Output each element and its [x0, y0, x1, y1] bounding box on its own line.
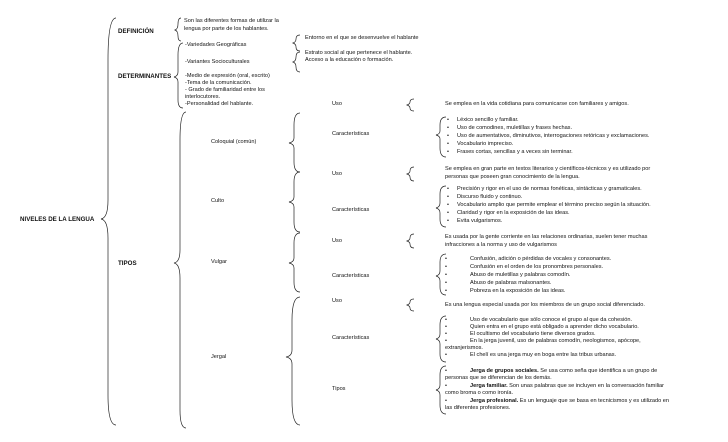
bullet: •	[445, 383, 447, 389]
culto-uso-label: Uso	[332, 171, 342, 177]
coloquial-car-3: • Uso de aumentativos, diminutivos, interrogaciones retóricas y exclamaciones.	[447, 133, 650, 139]
socio-brace	[293, 52, 300, 72]
culto-uso-2: personas que poseen gran conocimiento de la lengua.	[445, 174, 580, 180]
bullet: •	[447, 194, 449, 200]
culto-car-1: • Precisión y rigor en el uso de normas fonéticas, sintácticas y gramaticales.	[447, 186, 642, 192]
bullet: •	[445, 317, 447, 323]
bullet: •	[447, 133, 449, 139]
coloquial-car-4: • Vocabulario impreciso.	[447, 141, 514, 147]
determinantes-other-4: interlocutores.	[185, 94, 221, 100]
determinantes-socio-detail-1: Estrato social al que pertenece el hablante.	[305, 50, 413, 56]
bullet: •	[447, 125, 449, 131]
determinantes-other-3: - Grado de familiaridad entre los	[185, 87, 265, 93]
bullet: •	[445, 280, 447, 286]
coloquial-brace	[289, 113, 300, 172]
bullet: •	[447, 141, 449, 147]
vulgar-car-2: • Confusión en el orden de los pronombres personales.	[445, 264, 604, 270]
bullet: •	[445, 324, 447, 330]
culto-car-4: • Claridad y rigor en la exposición de las ideas.	[447, 210, 570, 216]
jergal-uso-label: Uso	[332, 298, 342, 304]
definicion-line-1: Son las diferentes formas de utilizar la	[184, 18, 279, 24]
uso-coloquial-brace	[407, 99, 414, 111]
bullet: •	[447, 218, 449, 224]
jergal-car-4: • En la jerga juvenil, uso de palabras comodín, neologismos, apócope,	[445, 338, 641, 344]
bullet: •	[445, 368, 447, 374]
vulgar-uso-label: Uso	[332, 238, 342, 244]
tipos-brace	[174, 112, 186, 428]
jergal-uso-text: Es una lengua especial usada por los miembros de un grupo social diferenciado.	[445, 302, 645, 308]
vulgar-uso-1: Es usada por la gente corriente en las relaciones ordinarias, suelen tener muchas	[445, 234, 648, 240]
uso-jergal-brace	[407, 299, 414, 311]
determinantes-socio: -Variantes Socioculturales	[185, 59, 250, 65]
bullet: •	[445, 338, 447, 344]
jergal-tipo-1-cont: personas que se diferencian de los demás.	[445, 375, 552, 381]
culto-brace	[289, 172, 300, 232]
bullet: •	[447, 202, 449, 208]
determinantes-geo-detail: Entorno en el que se desenvuelve el hablante	[305, 35, 419, 41]
coloquial-uso-label: Uso	[332, 101, 342, 107]
vulgar-car-5: • Pobreza en la exposición de las ideas.	[445, 288, 566, 294]
geo-brace	[293, 35, 300, 51]
definicion-brace	[175, 18, 181, 41]
jergal-car-2: • Quien entra en el grupo está obligado a aprender dicho vocabulario.	[445, 324, 639, 330]
jergal-tipo-2-cont: como broma o como ironía.	[445, 390, 514, 396]
bullet: •	[445, 331, 447, 337]
vulgar-car-1: • Confusión, adición o pérdidas de vocales y consonantes.	[445, 256, 612, 262]
coloquial-uso-text: Se emplea en la vida cotidiana para comunicarse con familiares y amigos.	[445, 101, 629, 107]
car-coloquial-brace	[436, 117, 446, 157]
root-label: NIVELES DE LA LENGUA	[20, 216, 95, 223]
jergal-name: Jergal	[211, 354, 227, 360]
determinantes-other-5: -Personalidad del hablante.	[185, 101, 254, 107]
jergal-tipo-3-cont: las diferentes profesiones.	[445, 405, 511, 411]
determinantes-other-2: -Tema de la comunicación.	[185, 80, 252, 86]
jergal-brace	[286, 297, 300, 425]
definicion-label: DEFINICIÓN	[118, 28, 154, 35]
determinantes-socio-detail-2: Acceso a la educación o formación.	[305, 57, 394, 63]
jergal-tipo-1: • Jerga de grupos sociales. Se usa como seña que identifica a un grupo de	[445, 368, 658, 374]
culto-car-5: • Evita vulgarismos.	[447, 218, 503, 224]
jergal-car-5: • El chelí es una jerga muy en boga entre las tribus urbanas.	[445, 352, 617, 358]
vulgar-brace	[289, 233, 300, 292]
coloquial-car-5: • Frases cortas, sencillas y a veces sin terminar.	[447, 149, 573, 155]
culto-car-label: Características	[332, 207, 370, 213]
determinantes-geo: -Variedades Geográficas	[185, 42, 247, 48]
coloquial-car-label: Características	[332, 131, 370, 137]
bullet: •	[445, 264, 447, 270]
determinantes-label: DETERMINANTES	[118, 73, 172, 80]
coloquial-car-2: • Uso de comodines, muletillas y frases hechas.	[447, 125, 573, 131]
bullet: •	[447, 149, 449, 155]
vulgar-name: Vulgar	[211, 259, 227, 265]
vulgar-car-label: Características	[332, 273, 370, 279]
bullet: •	[445, 352, 447, 358]
uso-vulgar-brace	[407, 234, 414, 248]
culto-uso-1: Se emplea en gran parte en textos literarios y científicos-técnicos y es utilizado por	[445, 166, 651, 172]
root-brace	[101, 18, 116, 425]
jergal-car-1: • Uso de vocabulario que sólo conoce el grupo al que da cohesión.	[445, 317, 633, 323]
vulgar-car-3: • Abuso de muletillas y palabras comodín.	[445, 272, 571, 278]
bullet: •	[445, 398, 447, 404]
vulgar-car-4: • Abuso de palabras malsonantes.	[445, 280, 552, 286]
jergal-car-label: Características	[332, 335, 370, 341]
car-culto-brace	[436, 186, 446, 227]
uso-culto-brace	[407, 167, 414, 181]
definicion-line-2: lengua por parte de los hablantes.	[184, 26, 269, 32]
bullet: •	[447, 210, 449, 216]
jergal-tipos-label: Tipos	[332, 386, 346, 392]
coloquial-name: Coloquial (común)	[211, 139, 257, 145]
bullet: •	[447, 186, 449, 192]
bullet: •	[445, 288, 447, 294]
determinantes-other-1: -Medio de expresión (oral, escrito)	[185, 73, 270, 79]
bullet: •	[445, 256, 447, 262]
jergal-tipo-2: • Jerga familiar. Son unas palabras que se incluyen en la conversación familiar	[445, 383, 665, 389]
vulgar-uso-2: infracciones a la norma y uso de vulgarismos	[445, 242, 557, 248]
culto-car-2: • Discurso fluido y continuo.	[447, 194, 523, 200]
jergal-car-4-cont: extranjerismos.	[445, 345, 483, 351]
jergal-car-3: • El ocultismo del vocabulario tiene diversos grados.	[445, 331, 596, 337]
coloquial-car-1: • Léxico sencillo y familiar.	[447, 117, 519, 123]
determinantes-brace	[174, 43, 183, 108]
culto-car-3: • Vocabulario amplio que permite emplear el término preciso según la situación.	[447, 202, 651, 208]
jergal-tipo-3: • Jerga profesional. Es un lenguaje que se basa en tecnicismos y es utilizado en	[445, 398, 670, 404]
bullet: •	[445, 272, 447, 278]
tipos-label: TIPOS	[118, 260, 137, 267]
culto-name: Culto	[211, 198, 225, 204]
bullet: •	[447, 117, 449, 123]
